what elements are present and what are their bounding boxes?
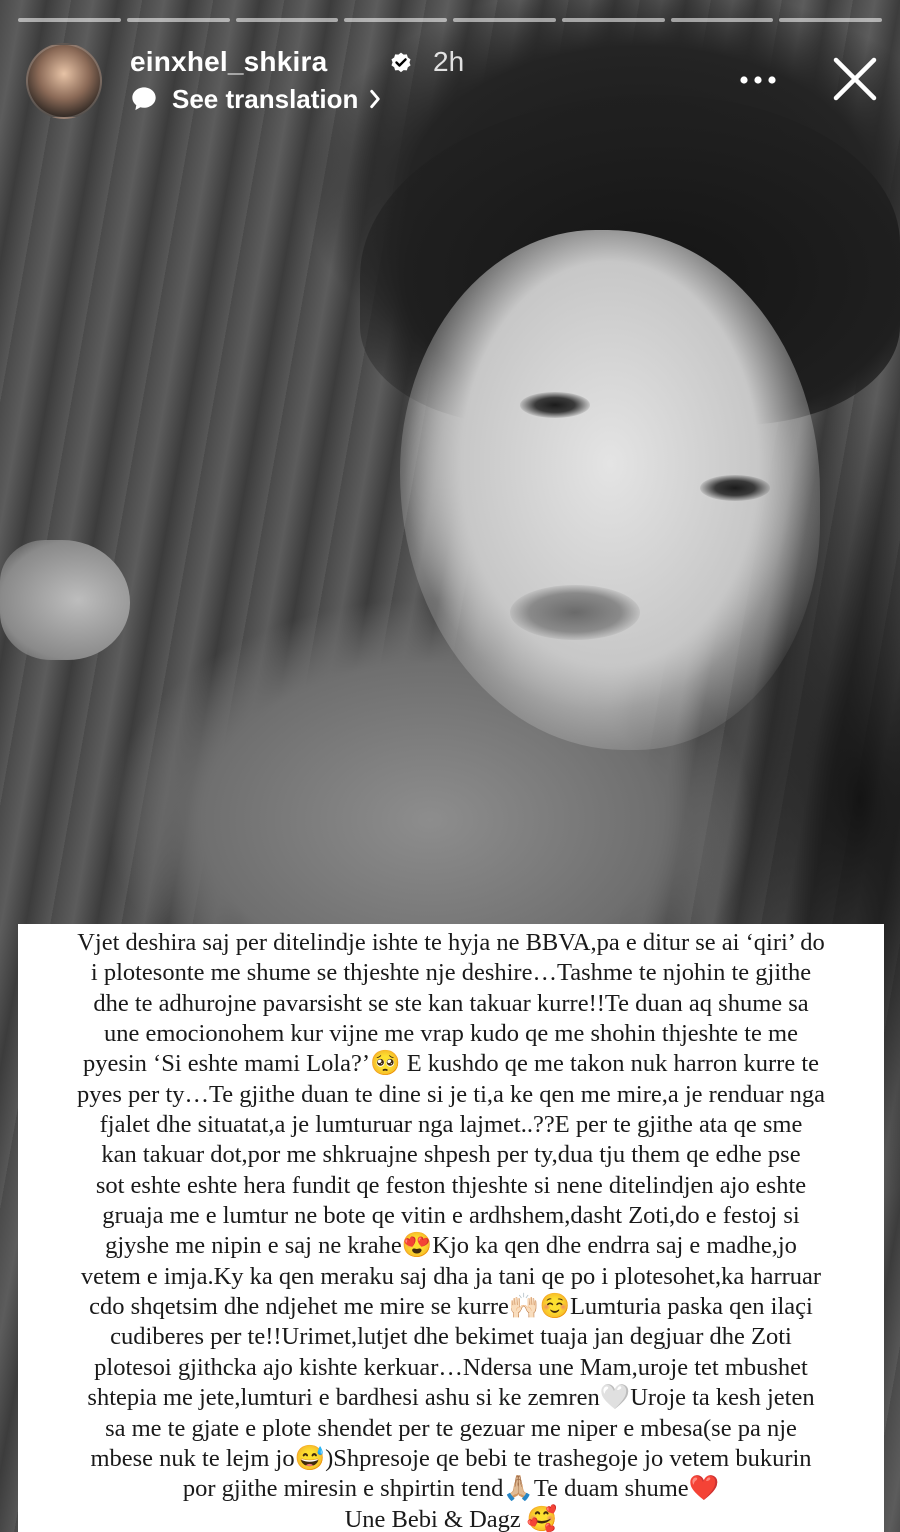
progress-segment: [671, 18, 774, 22]
caption-line: shtepia me jete,lumturi e bardhesi ashu si ke zemren🤍Uroje ta kesh jeten: [87, 1384, 815, 1412]
username[interactable]: einxhel_shkira: [130, 46, 328, 77]
close-icon[interactable]: [830, 54, 880, 104]
caption-line: plotesoi gjithcka ajo kishte kerkuar…Ndersa une Mam,uroje tet mbushet: [94, 1353, 808, 1381]
photo-hand: [0, 540, 130, 660]
story-header: [26, 40, 880, 120]
caption-line: sa me te gjate e plote shendet per te gezuar me niper e mbesa(se pa nje: [105, 1414, 797, 1442]
caption-line: gruaja me e lumtur ne bote qe vitin e ardhshem,dasht Zoti,do e festoj si: [102, 1202, 800, 1230]
avatar[interactable]: [26, 43, 102, 119]
photo-eye-left: [520, 392, 590, 418]
chevron-right-icon: [366, 88, 384, 110]
caption-line: gjyshe me nipin e saj ne krahe😍Kjo ka qen dhe endrra saj e madhe,jo: [105, 1232, 797, 1260]
caption-line: fjalet dhe situatat,a je lumturuar nga lajmet..??E per te gjithe ata qe sme: [99, 1111, 803, 1139]
caption-line: sot eshte eshte hera fundit qe feston thjeshte si nene ditelindjen ajo eshte: [95, 1171, 807, 1199]
caption-line: pyes per ty…Te gjithe duan te dine si je ti,a ke qen me mire,a je renduar nga: [77, 1080, 825, 1108]
caption-line: pyesin ‘Si eshte mami Lola?’🥺 E kushdo qe me takon nuk harron kurre te: [82, 1050, 820, 1078]
story-progress-bar: [18, 18, 882, 22]
story-text-card: [18, 924, 884, 1532]
caption-signature: Une Bebi & Dagz 🥰: [344, 1505, 558, 1532]
caption-line: por gjithe miresin e shpirtin tend🙏🏼Te duam shume❤️: [182, 1475, 720, 1503]
speech-bubble-icon: [130, 85, 158, 113]
caption-line: cdo shqetsim dhe ndjehet me mire se kurre🙌🏻☺️Lumturia paska qen ilaçi: [89, 1293, 813, 1321]
progress-segment: [779, 18, 882, 22]
progress-segment: [453, 18, 556, 22]
progress-segment: [344, 18, 447, 22]
progress-segment: [562, 18, 665, 22]
progress-segment: [236, 18, 339, 22]
see-translation-label: See translation: [172, 83, 359, 114]
caption-line: dhe te adhurojne pavarsisht se ste kan takuar kurre!!Te duan aq shume sa: [93, 989, 809, 1017]
caption-line: une emocionohem kur vijne me vrap kudo qe me shohin thjeshte te me: [104, 1020, 798, 1048]
photo-lips: [510, 585, 640, 640]
see-translation-button[interactable]: [130, 82, 384, 116]
caption-line: kan takuar dot,por me shkruajne shpesh per ty,dua tju them qe edhe pse: [101, 1141, 801, 1169]
progress-segment: [18, 18, 121, 22]
caption-line: Vjet deshira saj per ditelindje ishte te hyja ne BBVA,pa e ditur se ai ‘qiri’ do: [77, 929, 825, 956]
progress-segment: [127, 18, 230, 22]
more-options-icon[interactable]: [736, 68, 780, 92]
verified-badge-icon: [388, 51, 414, 77]
photo-eye-right: [700, 475, 770, 501]
caption-line: vetem e imja.Ky ka qen meraku saj dha ja tani qe po i plotesohet,ka harruar: [80, 1262, 822, 1290]
caption-line: i plotesonte me shume se thjeshte nje deshire…Tashme te njohin te gjithe: [90, 959, 812, 987]
caption-line: cudiberes per te!!Urimet,lutjet dhe bekimet tuaja jan degjuar dhe Zoti: [110, 1323, 792, 1351]
caption-line: mbese nuk te lejm jo😅)Shpresoje qe bebi te trashegoje jo vetem bukurin: [90, 1444, 812, 1472]
post-time: 2h: [433, 46, 465, 77]
